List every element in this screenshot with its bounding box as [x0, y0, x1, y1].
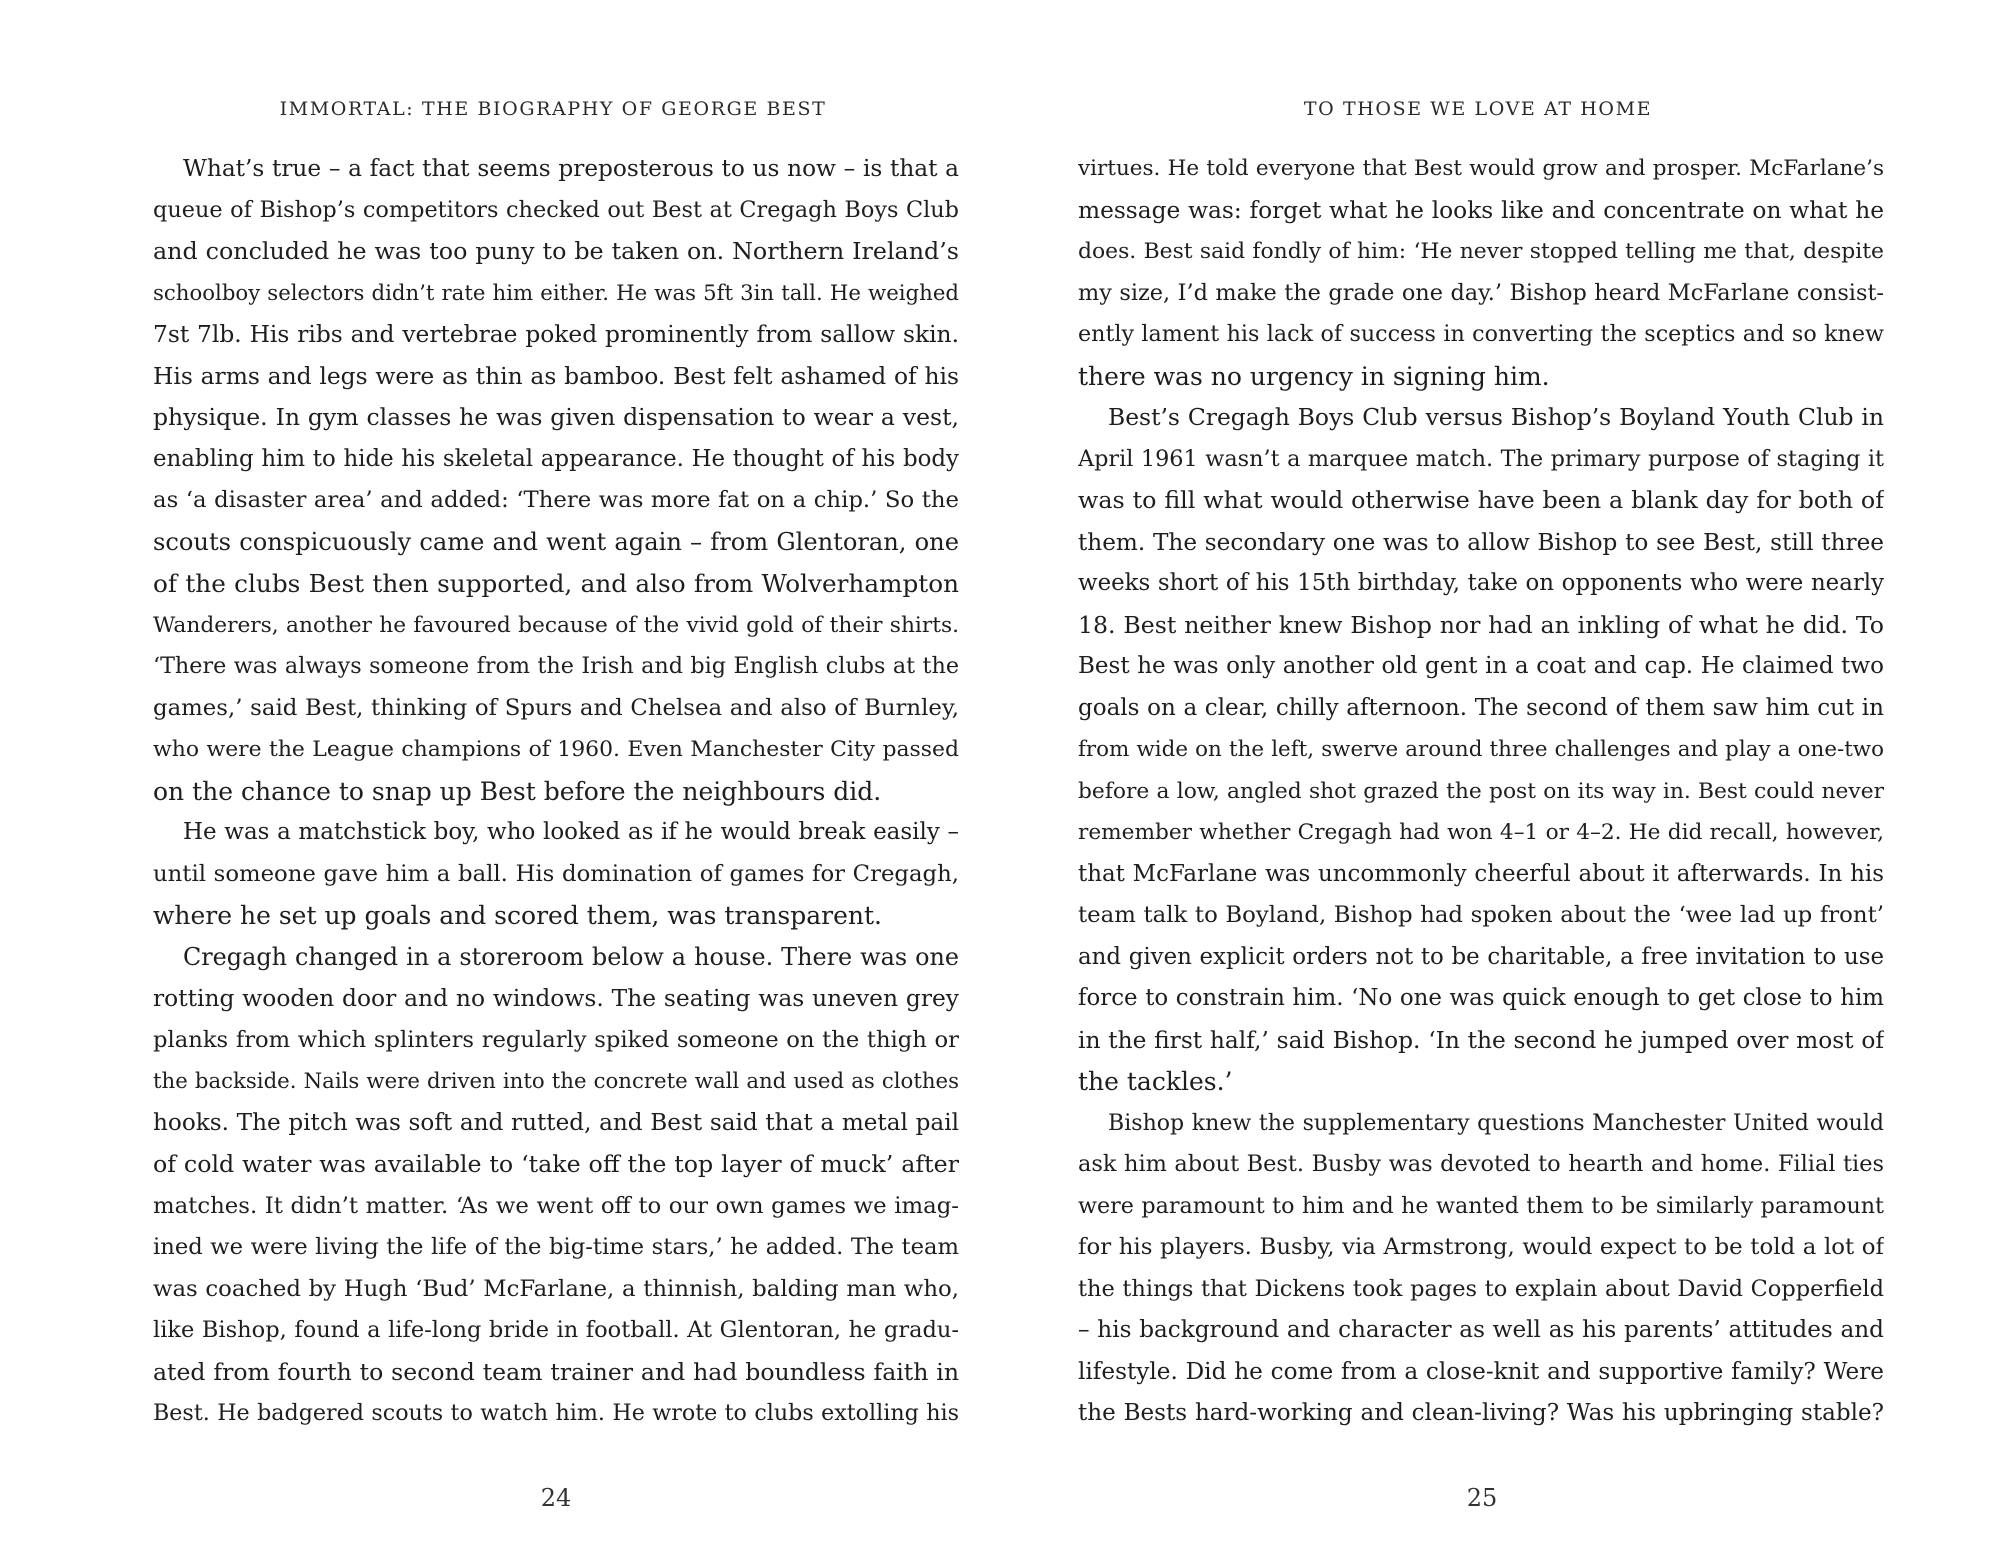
- text-line: were paramount to him and he wanted them to be similarly paramount: [1078, 1192, 1884, 1219]
- text-line: physique. In gym classes he was given dispensation to wear a vest,: [153, 403, 959, 431]
- right-page-text: [1078, 148, 1884, 1435]
- text-line: them. The secondary one was to allow Bishop to see Best, still three: [1078, 528, 1884, 556]
- text-line: 18. Best neither knew Bishop nor had an inkling of what he did. To: [1078, 610, 1884, 639]
- text-line: Best’s Cregagh Boys Club versus Bishop’s Boyland Youth Club in: [1108, 403, 1884, 431]
- text-line: – his background and character as well as his parents’ attitudes and: [1078, 1317, 1884, 1343]
- text-line: for his players. Busby, via Armstrong, would expect to be told a lot of: [1078, 1234, 1884, 1260]
- text-line: until someone gave him a ball. His domination of games for Cregagh,: [153, 860, 959, 887]
- text-line: Best. He badgered scouts to watch him. He wrote to clubs extolling his: [153, 1400, 959, 1426]
- text-line: ined we were living the life of the big-time stars,’ he added. The team: [153, 1234, 959, 1260]
- text-line: Bishop knew the supplementary questions Manchester United would: [1108, 1110, 1884, 1136]
- text-line: ‘There was always someone from the Irish and big English clubs at the: [153, 653, 959, 679]
- text-line: enabling him to hide his skeletal appearance. He thought of his body: [153, 445, 959, 472]
- running-head-right: TO THOSE WE LOVE AT HOME: [1303, 98, 1653, 120]
- text-line: planks from which splinters regularly spiked someone on the thigh or: [153, 1026, 959, 1053]
- text-line: message was: forget what he looks like and concentrate on what he: [1078, 196, 1884, 224]
- text-line: What’s true – a fact that seems preposterous to us now – is that a: [183, 155, 959, 182]
- text-line: that McFarlane was uncommonly cheerful about it afterwards. In his: [1078, 860, 1884, 887]
- text-line: there was no urgency in signing him.: [1078, 361, 1550, 391]
- left-page-text: [153, 148, 959, 1435]
- text-line: like Bishop, found a life-long bride in football. At Glentoran, he gradu-: [153, 1317, 959, 1343]
- text-line: remember whether Cregagh had won 4–1 or 4–2. He did recall, however,: [1078, 820, 1884, 845]
- text-line: as ‘a disaster area’ and added: ‘There was more fat on a chip.’ So the: [153, 487, 959, 513]
- text-line: He was a matchstick boy, who looked as if he would break easily –: [183, 819, 959, 845]
- text-line: of cold water was available to ‘take off the top layer of muck’ after: [153, 1150, 959, 1178]
- text-line: virtues. He told everyone that Best would grow and prosper. McFarlane’s: [1078, 156, 1884, 181]
- text-line: force to constrain him. ‘No one was quick enough to get close to him: [1078, 985, 1884, 1011]
- text-line: before a low, angled shot grazed the post on its way in. Best could never: [1078, 778, 1884, 804]
- text-line: ently lament his lack of success in converting the sceptics and so knew: [1078, 321, 1884, 347]
- text-line: who were the League champions of 1960. Even Manchester City passed: [153, 737, 959, 762]
- text-line: ask him about Best. Busby was devoted to hearth and home. Filial ties: [1078, 1151, 1884, 1177]
- text-line: the backside. Nails were driven into the concrete wall and used as clothes: [153, 1069, 959, 1094]
- text-line: does. Best said fondly of him: ‘He never stopped telling me that, despite: [1078, 239, 1884, 264]
- text-line: from wide on the left, swerve around three challenges and play a one-two: [1078, 737, 1884, 762]
- text-line: April 1961 wasn’t a marquee match. The primary purpose of staging it: [1078, 445, 1884, 472]
- text-line: weeks short of his 15th birthday, take on opponents who were nearly: [1078, 570, 1884, 596]
- text-line: scouts conspicuously came and went again – from Glentoran, one: [153, 527, 959, 556]
- right-page: [1000, 0, 2000, 1548]
- text-line: in the first half,’ said Bishop. ‘In the second he jumped over most of: [1078, 1026, 1884, 1054]
- running-head-left: IMMORTAL: THE BIOGRAPHY OF GEORGE BEST: [279, 98, 827, 120]
- text-line: 7st 7lb. His ribs and vertebrae poked prominently from sallow skin.: [153, 320, 959, 348]
- text-line: the Bests hard-working and clean-living? Was his upbringing stable?: [1078, 1400, 1884, 1426]
- text-line: on the chance to snap up Best before the neighbours did.: [153, 776, 882, 806]
- text-line: goals on a clear, chilly afternoon. The second of them saw him cut in: [1078, 694, 1884, 721]
- text-line: and concluded he was too puny to be taken on. Northern Ireland’s: [153, 237, 959, 265]
- text-line: where he set up goals and scored them, was transparent.: [153, 901, 882, 930]
- text-line: the tackles.’: [1078, 1067, 1233, 1096]
- text-line: games,’ said Best, thinking of Spurs and Chelsea and also of Burnley,: [153, 694, 959, 721]
- text-line: rotting wooden door and no windows. The seating was uneven grey: [153, 984, 959, 1012]
- text-line: lifestyle. Did he come from a close-knit and supportive family? Were: [1078, 1358, 1884, 1385]
- text-line: of the clubs Best then supported, and also from Wolverhampton: [153, 569, 959, 598]
- text-line: was to fill what would otherwise have been a blank day for both of: [1078, 486, 1884, 514]
- text-line: Wanderers, another he favoured because of the vivid gold of their shirts.: [153, 612, 959, 638]
- text-line: hooks. The pitch was soft and rutted, and Best said that a metal pail: [153, 1109, 959, 1136]
- page-number-right: 25: [1466, 1484, 1498, 1512]
- text-line: schoolboy selectors didn’t rate him either. He was 5ft 3in tall. He weighed: [153, 280, 959, 306]
- text-line: His arms and legs were as thin as bamboo. Best felt ashamed of his: [153, 361, 959, 390]
- text-line: ated from fourth to second team trainer and had boundless faith in: [153, 1357, 959, 1386]
- text-line: queue of Bishop’s competitors checked out Best at Cregagh Boys Club: [153, 196, 959, 223]
- text-line: matches. It didn’t matter. ‘As we went off to our own games we imag-: [153, 1192, 959, 1219]
- text-line: and given explicit orders not to be charitable, a free invitation to use: [1078, 943, 1884, 970]
- text-line: was coached by Hugh ‘Bud’ McFarlane, a thinnish, balding man who,: [153, 1275, 959, 1302]
- text-line: the things that Dickens took pages to explain about David Copperfield: [1078, 1275, 1884, 1302]
- text-line: team talk to Boyland, Bishop had spoken about the ‘wee lad up front’: [1078, 902, 1884, 928]
- text-line: my size, I’d make the grade one day.’ Bishop heard McFarlane consist-: [1078, 279, 1884, 306]
- text-line: Cregagh changed in a storeroom below a house. There was one: [183, 942, 959, 971]
- text-line: Best he was only another old gent in a coat and cap. He claimed two: [1078, 653, 1884, 679]
- page-number-left: 24: [540, 1484, 572, 1512]
